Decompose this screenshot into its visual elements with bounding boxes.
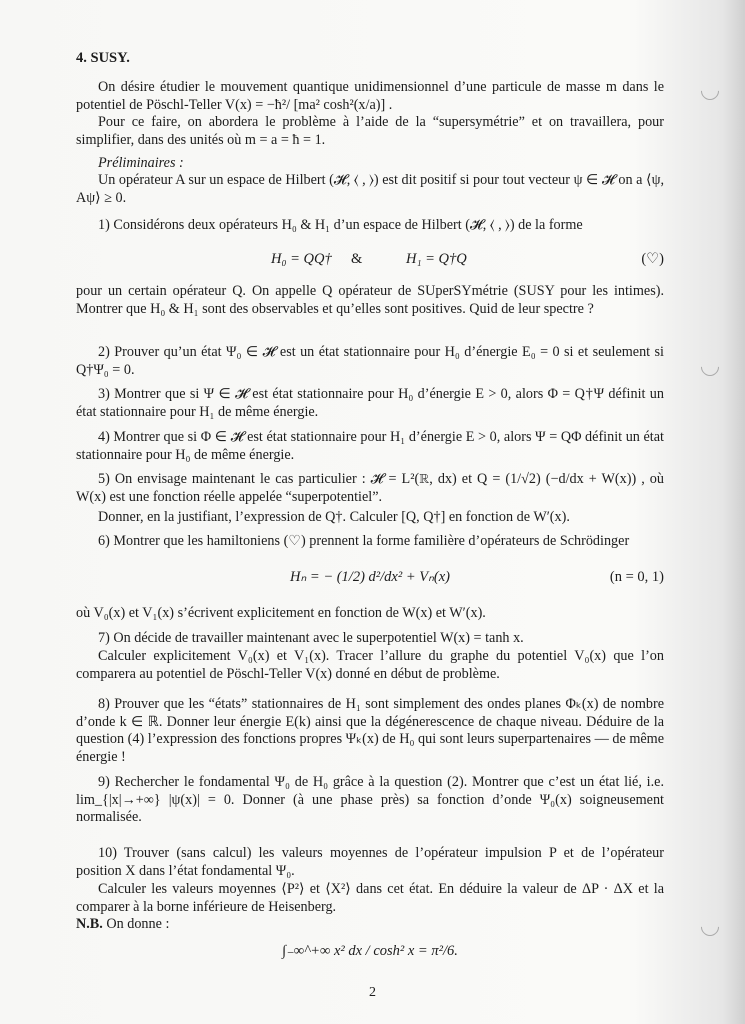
eq-h0: H₀ = QQ† [271,251,332,267]
intro-paragraph-2: Pour ce faire, on abordera le problème à l’aide de la “supersymétrie” et on travaillera, pour simplifier, dans des unités où m = a = ħ = 1. [76,114,664,148]
equation-schrodinger [76,569,664,591]
eq-hn: Hₙ = − (1/2) d²/dx² + Vₙ(x) [290,569,450,585]
preliminaires-text: Un opérateur A sur un espace de Hilbert (𝓗, ⟨ , ⟩) est dit positif si pour tout vecteur ψ ∈ 𝓗 on a ⟨ψ, Aψ⟩ ≥ 0. [76,172,664,206]
eq-tag: (♡) [641,251,664,267]
intro-paragraph-1: On désire étudier le mouvement quantique unidimensionnel d’une particule de masse m dans le potentiel de Pöschl-Teller V(x) = −ħ²/ [ma² cosh²(x/a)] . [76,79,664,113]
question-3: 3) Montrer que si Ψ ∈ 𝓗 est état stationnaire pour H₀ d’énergie E > 0, alors Φ = Q†Ψ définit un état stationnaire pour H₁ de même énergie. [76,386,664,420]
binder-hole-mark [697,914,722,939]
eq-integral: ∫₋∞^+∞ x² dx / cosh² x = π²/6. [282,943,458,959]
nb-text: On donne : [106,916,170,932]
equation-heart [76,251,664,271]
nb-label: N.B. [76,916,103,932]
question-10-b: Calculer les valeurs moyennes ⟨P²⟩ et ⟨X²⟩ dans cet état. En déduire la valeur de ΔP · ΔX et la comparer à la borne inférieure de Heisenberg. [76,881,664,915]
eq-n-tag: (n = 0, 1) [609,569,664,585]
eq-amp: & [351,251,363,267]
question-5: 5) On envisage maintenant le cas particulier : 𝓗 = L²(ℝ, dx) et Q = (1/√2) (−d/dx + W(x)) , où W(x) est une fonction réelle appelée “superpotentiel”. [76,471,664,505]
question-1-continued: pour un certain opérateur Q. On appelle Q opérateur de SUperSYmétrie (SUSY pour les intimes). Montrer que H₀ & H₁ sont des observables et qu’elles sont positives. Quid de leur spectre ? [76,283,664,317]
equation-integral [76,943,664,967]
question-2: 2) Prouver qu’un état Ψ₀ ∈ 𝓗 est un état stationnaire pour H₀ d’énergie E₀ = 0 si et seulement si Q†Ψ₀ = 0. [76,344,664,378]
question-7-b: Calculer explicitement V₀(x) et V₁(x). Tracer l’allure du graphe du potentiel V₀(x) que l’on comparera au potentiel de Pöschl-Teller V(x) donné en début de problème. [76,648,664,682]
binder-hole-mark [697,354,722,379]
eq-h1: H₁ = Q†Q [406,251,467,267]
question-10: 10) Trouver (sans calcul) les valeurs moyennes de l’opérateur impulsion P et de l’opérateur position X dans l’état fondamental Ψ₀. [76,845,664,879]
nota-bene [76,916,664,934]
question-4: 4) Montrer que si Φ ∈ 𝓗 est état stationnaire pour H₁ d’énergie E > 0, alors Ψ = QΦ définit un état stationnaire pour H₀ de même énergie. [76,429,664,463]
question-7: 7) On décide de travailler maintenant avec le superpotentiel W(x) = tanh x. [98,630,524,646]
binder-hole-mark [697,78,722,103]
page-number: 2 [369,985,376,1000]
question-6: 6) Montrer que les hamiltoniens (♡) prennent la forme familière d’opérateurs de Schrödinger [98,533,630,549]
question-5-b: Donner, en la justifiant, l’expression de Q†. Calculer [Q, Q†] en fonction de W′(x). [98,509,570,525]
question-8: 8) Prouver que les “états” stationnaires de H₁ sont simplement des ondes planes Φₖ(x) de nombre d’onde k ∈ ℝ. Donner leur énergie E(k) ainsi que la dégénerescence de chaque niveau. Déduire de la question (4) l’expression des fonctions propres Ψₖ(x) de H₀ qui sont leurs superpartenaires — de même énergie ! [76,696,664,765]
preliminaires-heading: Préliminaires : [98,155,184,171]
question-1: 1) Considérons deux opérateurs H₀ & H₁ d’un espace de Hilbert (𝓗, ⟨ , ⟩) de la forme [98,217,583,233]
question-9: 9) Rechercher le fondamental Ψ₀ de H₀ grâce à la question (2). Montrer que c’est un état lié, i.e. lim_{|x|→+∞} |ψ(x)| = 0. Donner (à une phase près) sa fonction d’onde Ψ₀(x) soigneusement normalisée. [76,774,664,825]
section-title: 4. SUSY. [76,50,130,66]
question-6-continued: où V₀(x) et V₁(x) s’écrivent explicitement en fonction de W(x) et W′(x). [76,605,486,621]
